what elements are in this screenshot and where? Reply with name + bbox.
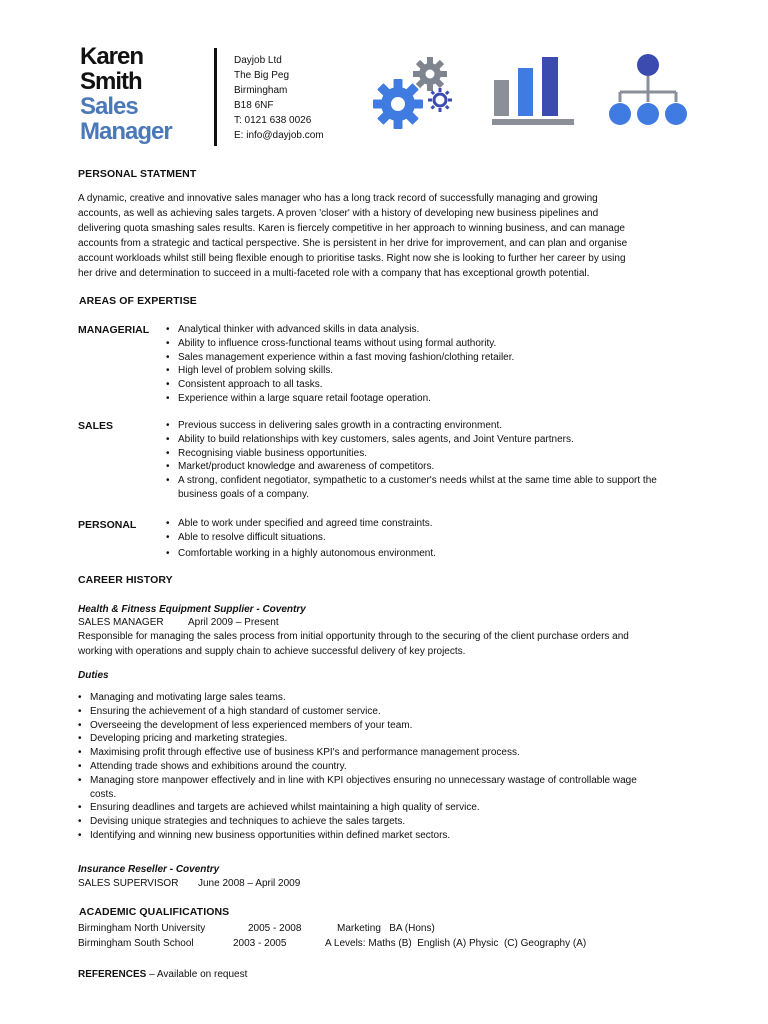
list-item: • Able to work under specified and agreed time constraints.: [166, 517, 701, 531]
candidate-name-block: [80, 44, 172, 144]
list-item: • Devising unique strategies and techniques to achieve the sales targets.: [78, 815, 638, 829]
header-icons: [370, 52, 700, 132]
list-item: • Ensuring the achievement of a high standard of customer service.: [78, 705, 638, 719]
job-title-line-2: Manager: [80, 118, 172, 145]
career-heading: CAREER HISTORY: [78, 574, 173, 586]
contact-address-1: The Big Peg: [234, 70, 290, 81]
list-item: • Maximising profit through effective use of business KPI's and performance management process.: [78, 746, 638, 760]
contact-address-2: Birmingham: [234, 85, 288, 96]
job2-role: SALES SUPERVISOR: [78, 878, 179, 889]
statement-line: accounts, as well as achieving sales targets. A proven 'closer' with a history of developing new business pipelines and: [78, 208, 599, 219]
managerial-list: [166, 323, 701, 406]
last-name: Smith: [80, 68, 142, 95]
list-item: • Ability to influence cross-functional teams without using formal authority.: [166, 337, 701, 351]
summary-line: working with operations and supply chain to achieve successful delivery of key projects.: [78, 646, 466, 657]
header-divider: [214, 48, 217, 146]
contact-details: [234, 53, 324, 143]
job2-employer: Insurance Reseller - Coventry: [78, 864, 220, 875]
bar-chart-icon: [492, 57, 574, 125]
statement-line: her drive and determination to succeed in a multi-faceted role with a company that has exceptional growth potential.: [78, 268, 590, 279]
academic-result-1: Marketing BA (Hons): [337, 923, 435, 934]
list-item: • Previous success in delivering sales growth in a contracting environment.: [166, 419, 686, 433]
list-item: • Analytical thinker with advanced skills in data analysis.: [166, 323, 701, 337]
expertise-label-sales: SALES: [78, 420, 114, 432]
references-text: – Available on request: [146, 969, 248, 980]
personal-statement-heading: PERSONAL STATMENT: [78, 168, 197, 180]
job1-employer: Health & Fitness Equipment Supplier - Coventry: [78, 604, 306, 615]
job-title-line-1: Sales: [80, 93, 138, 120]
academic-school-2: Birmingham South School: [78, 938, 194, 949]
list-item: • Recognising viable business opportunities.: [166, 447, 686, 461]
statement-line: account workloads whilst still being flexible enough to prioritise tasks. Right now she is looking to further her career by using: [78, 253, 626, 264]
academic-heading: ACADEMIC QUALIFICATIONS: [79, 906, 230, 918]
job2-dates: June 2008 – April 2009: [198, 878, 301, 889]
expertise-label-personal: PERSONAL: [78, 519, 137, 531]
job1-summary: [78, 629, 698, 659]
references-label: REFERENCES: [78, 969, 147, 980]
job1-role: SALES MANAGER: [78, 617, 164, 628]
list-item: • Attending trade shows and exhibitions around the country.: [78, 760, 638, 774]
org-chart-icon: [609, 54, 687, 125]
job1-dates: April 2009 – Present: [188, 617, 279, 628]
personal-statement-text: [78, 191, 703, 281]
duties-heading: Duties: [78, 670, 109, 681]
list-item: • A strong, confident negotiator, sympathetic to a customer's needs whilst at the same time able to support the business goals of a company.: [166, 474, 686, 502]
academic-years-1: 2005 - 2008: [248, 923, 302, 934]
contact-phone: T: 0121 638 0026: [234, 115, 312, 126]
list-item: • Identifying and winning new business opportunities within defined market sectors.: [78, 829, 638, 843]
list-item: • High level of problem solving skills.: [166, 364, 701, 378]
gears-icon: [373, 57, 452, 129]
list-item: • Able to resolve difficult situations.: [166, 531, 701, 545]
academic-result-2: A Levels: Maths (B) English (A) Physic (C) Geography (A): [325, 938, 587, 949]
academic-years-2: 2003 - 2005: [233, 938, 287, 949]
first-name: Karen: [80, 43, 144, 70]
contact-postcode: B18 6NF: [234, 100, 274, 111]
list-item: • Developing pricing and marketing strategies.: [78, 732, 638, 746]
list-item: • Market/product knowledge and awareness of competitors.: [166, 460, 686, 474]
statement-line: accounts from a strategic and tactical perspective. She is persistent in her drive for improvement, and can plan and organise: [78, 238, 628, 249]
statement-line: delivering quota smashing sales results. Karen is fiercely competitive in her approach to winning business, and can manage: [78, 223, 625, 234]
statement-line: A dynamic, creative and innovative sales manager who has a long track record of successfully managing and growing: [78, 193, 598, 204]
list-item: • Consistent approach to all tasks.: [166, 378, 701, 392]
list-item: • Comfortable working in a highly autonomous environment.: [166, 547, 701, 561]
list-item: • Managing and motivating large sales teams.: [78, 691, 638, 705]
expertise-label-managerial: MANAGERIAL: [78, 324, 150, 336]
list-item: • Overseeing the development of less experienced members of your team.: [78, 719, 638, 733]
personal-list: [166, 517, 701, 560]
duties-list: [78, 691, 638, 843]
contact-email: E: info@dayjob.com: [234, 130, 324, 141]
academic-school-1: Birmingham North University: [78, 923, 206, 934]
expertise-heading: AREAS OF EXPERTISE: [79, 295, 197, 307]
contact-company: Dayjob Ltd: [234, 55, 282, 66]
list-item: • Sales management experience within a fast moving fashion/clothing retailer.: [166, 351, 701, 365]
sales-list: [166, 419, 686, 502]
list-item: • Managing store manpower effectively and in line with KPI objectives ensuring no unnecessary wastage of controllable wage costs.: [78, 774, 638, 802]
list-item: • Ensuring deadlines and targets are achieved whilst maintaining a high quality of service.: [78, 801, 638, 815]
list-item: • Ability to build relationships with key customers, sales agents, and Joint Venture partners.: [166, 433, 686, 447]
summary-line: Responsible for managing the sales process from initial opportunity through to the securing of the client purchase orders and: [78, 631, 629, 642]
list-item: • Experience within a large square retail footage operation.: [166, 392, 701, 406]
references-line: [78, 967, 247, 982]
